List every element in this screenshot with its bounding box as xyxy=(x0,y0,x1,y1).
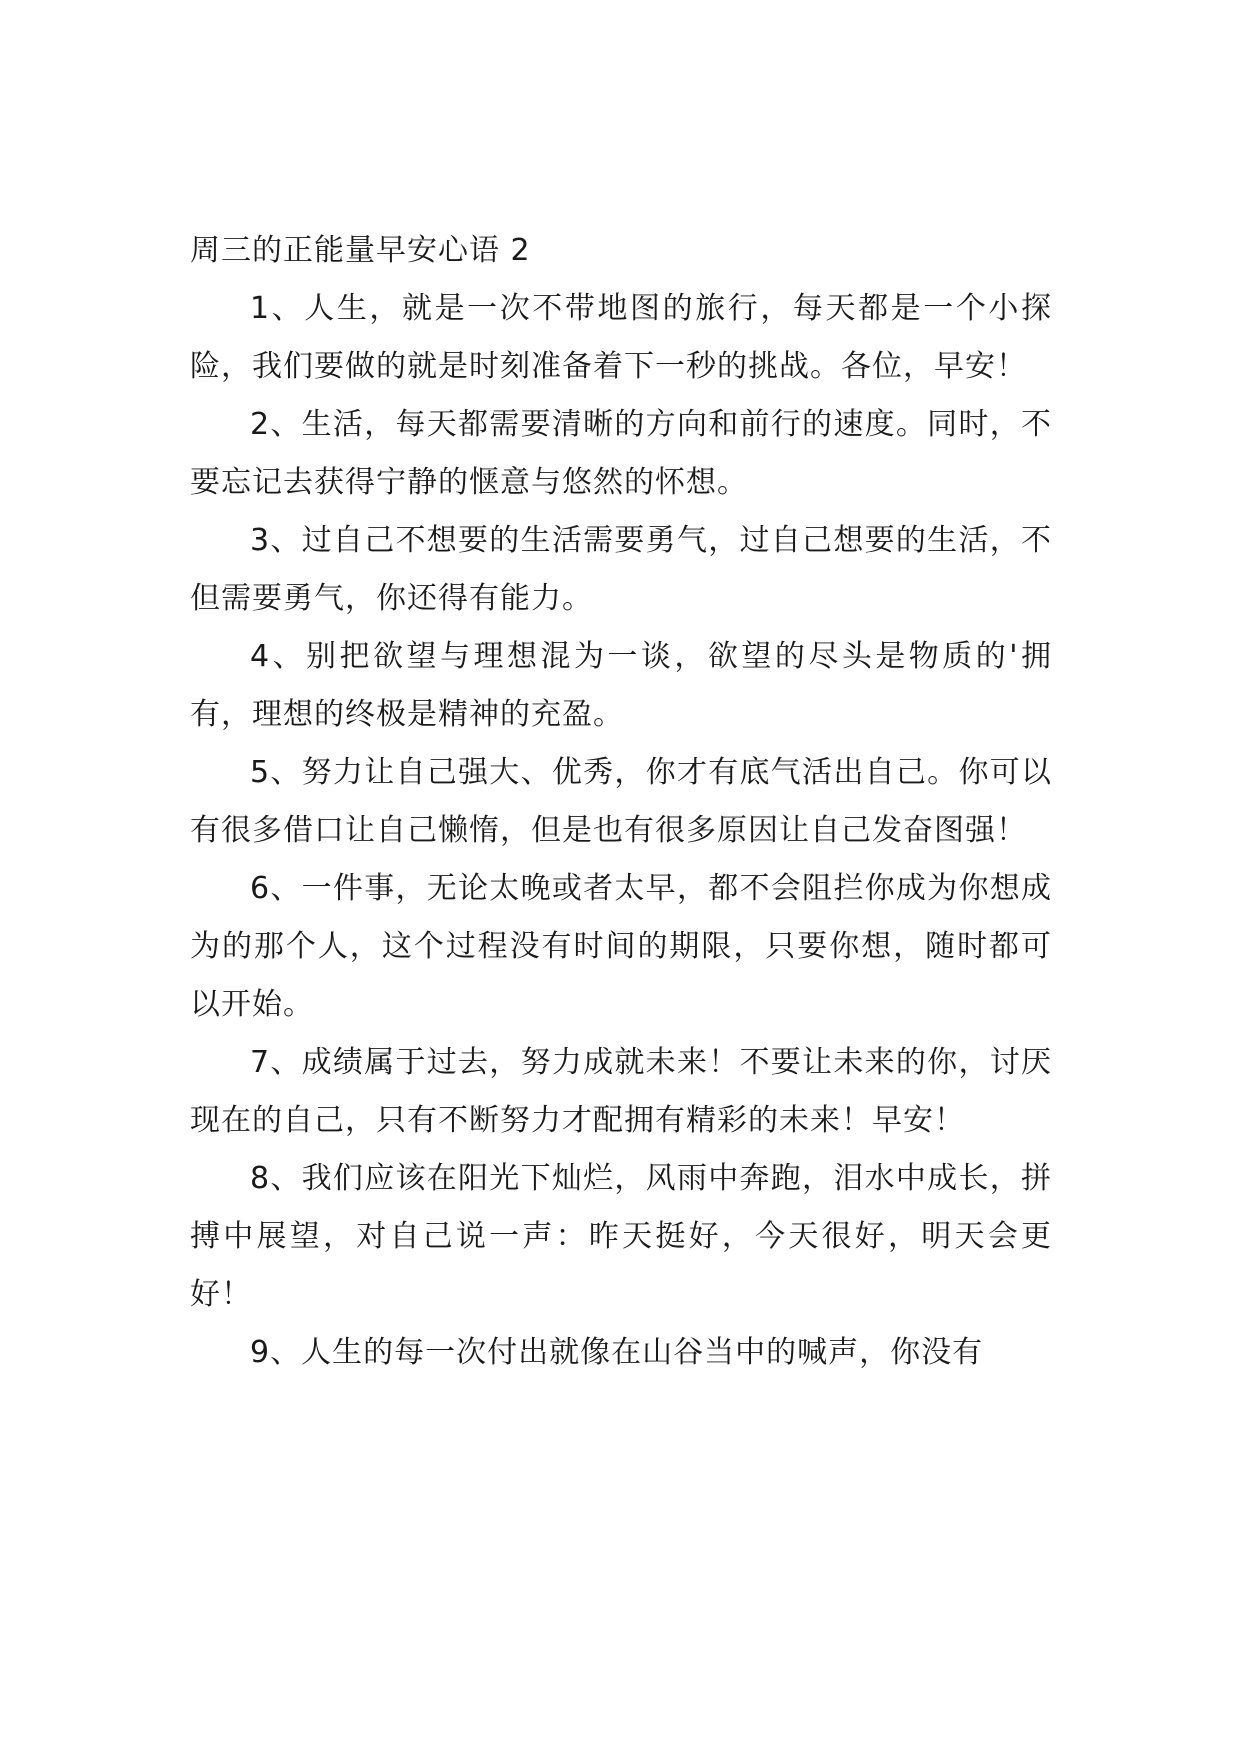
document-title: 周三的正能量早安心语 2 xyxy=(190,233,531,268)
paragraph-2: 2、生活，每天都需要清晰的方向和前行的速度。同时，不要忘记去获得宁静的惬意与悠然的怀想。 xyxy=(190,407,1052,500)
paragraph-8: 8、我们应该在阳光下灿烂，风雨中奔跑，泪水中成长，拼搏中展望，对自己说一声：昨天挺好，今天很好，明天会更好！ xyxy=(190,1161,1052,1312)
paragraph-3: 3、过自己不想要的生活需要勇气，过自己想要的生活，不但需要勇气，你还得有能力。 xyxy=(190,523,1052,616)
paragraph-4: 4、别把欲望与理想混为一谈，欲望的尽头是物质的'拥有，理想的终极是精神的充盈。 xyxy=(190,639,1052,732)
paragraph-9: 9、人生的每一次付出就像在山谷当中的喊声，你没有 xyxy=(250,1335,984,1370)
paragraph-7: 7、成绩属于过去，努力成就未来！不要让未来的你，讨厌现在的自己，只有不断努力才配拥有精彩的未来！早安！ xyxy=(190,1045,1052,1138)
paragraph-5: 5、努力让自己强大、优秀，你才有底气活出自己。你可以有很多借口让自己懒惰，但是也有很多原因让自己发奋图强！ xyxy=(190,755,1052,848)
paragraph-6: 6、一件事，无论太晚或者太早，都不会阻拦你成为你想成为的那个人，这个过程没有时间的期限，只要你想，随时都可以开始。 xyxy=(190,871,1052,1022)
paragraph-1: 1、人生，就是一次不带地图的旅行，每天都是一个小探险，我们要做的就是时刻准备着下一秒的挑战。各位，早安！ xyxy=(190,291,1052,384)
document-body xyxy=(190,222,1052,1382)
